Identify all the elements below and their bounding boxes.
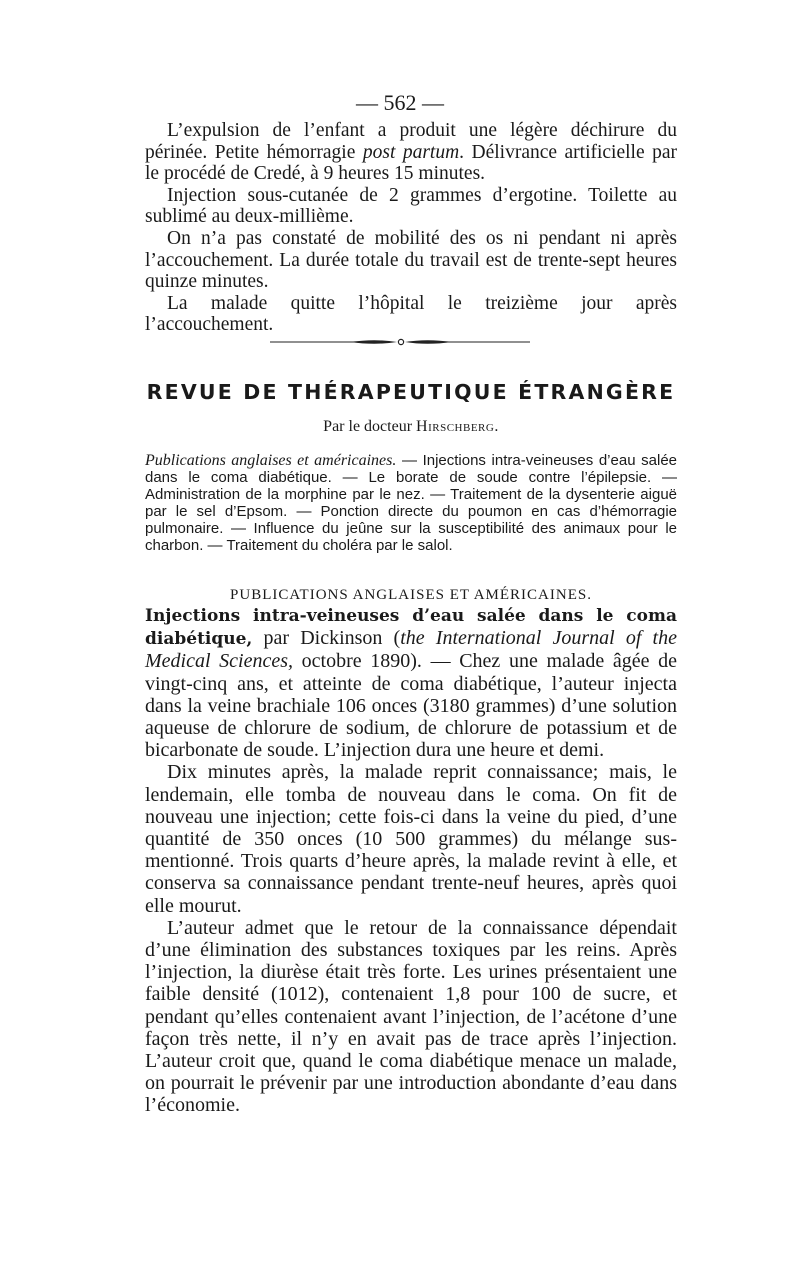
article-paragraph-3: L’auteur admet que le retour de la connaissance dépendait d’une élimination des substances toxiques par les reins. Après l’injection, la diurèse était très forte. Les urines présentaient une faible densité (1012), contenaient 1,8 pour 100 de sucre, et pendant qu’elles contenaient avant l’injection, de l’acétone d’une façon très nette, il n’y en avait pas de trace après l’injection. L’auteur croit que, quand le coma diabétique menace un malade, on pourrait le prévenir par une introduction abondante d’eau dans l’économie. [145,916,677,1117]
article-author: par Dickinson ( [252,627,401,650]
article-paragraph-1-rest: octobre 1890). — Chez une malade âgée de vingt-cinq ans, et atteinte de coma diabétique, l’auteur injecta dans la veine brachiale 106 onces (3180 grammes) d’une solution aqueuse de chlorure de sodium, de chlorure de potassium et de bicarbonate de soude. L’injection dura une heure et demi. [145,650,677,762]
intro-text-before: L’expulsion de l’enfant a produit une légère déchirure du périnée. Petite hémorragie [145,120,677,163]
intro-italic-phrase: post partum [362,141,460,163]
intro-section [145,120,677,336]
summary-lead: Publications anglaises et américaines. [145,452,397,469]
section-summary [145,452,677,554]
intro-paragraph-3: On n’a pas constaté de mobilité des os ni pendant ni après l’accouchement. La durée totale du travail est de trente-sept heures quinze minutes. [145,227,677,293]
byline-author: Hirschberg. [416,418,499,435]
intro-paragraph-2: Injection sous-cutanée de 2 grammes d’ergotine. Toilette au sublimé au deux-millième. [145,184,677,228]
ornamental-divider [270,338,530,346]
intro-text-after: . Délivrance artificielle par le procédé de Credé, à 9 heures 15 minutes. [145,141,677,185]
article-paragraph-1 [145,604,677,761]
section-title: REVUE DE THÉRAPEUTIQUE ÉTRANGÈRE [146,380,676,404]
subheading: PUBLICATIONS ANGLAISES ET AMÉRICAINES. [230,587,592,603]
page-number: — 562 — [356,90,444,115]
summary-paragraph [145,452,677,554]
byline [145,418,677,436]
intro-paragraph-1 [145,120,677,185]
article-journal: the International Journal of the Medical Sciences, [145,627,677,673]
article-section [145,604,677,1117]
summary-text: — Injections intra-veineuses d’eau salée dans le coma diabétique. — Le borate de soude contre l’épilepsie. — Administration de la morphine par le nez. — Traitement de la dysenterie aiguë par le sel d’Epsom. — Ponction directe du poumon en cas d’hémorragie pulmonaire. — Influence du jeûne sur la susceptibilité des animaux pour le charbon. — Traitement du choléra par le salol. [145,452,677,554]
article-paragraph-2: Dix minutes après, la malade reprit connaissance; mais, le lendemain, elle tomba de nouveau dans le coma. On fit de nouveau une injection; cette fois-ci dans la veine du pied, d’une quantité de 350 onces (10 500 grammes) du mélange sus-mentionné. Trois quarts d’heure après, la malade revint à elle, et conserva sa connaissance pendant trente-neuf heures, après quoi elle mourut. [145,761,677,917]
byline-prefix: Par le docteur [323,418,417,435]
article-title: Injections intra-veineuses d’eau salée dans le coma diabétique, [145,606,677,650]
intro-paragraph-4: La malade quitte l’hôpital le treizième jour après l’accouchement. [145,292,677,336]
